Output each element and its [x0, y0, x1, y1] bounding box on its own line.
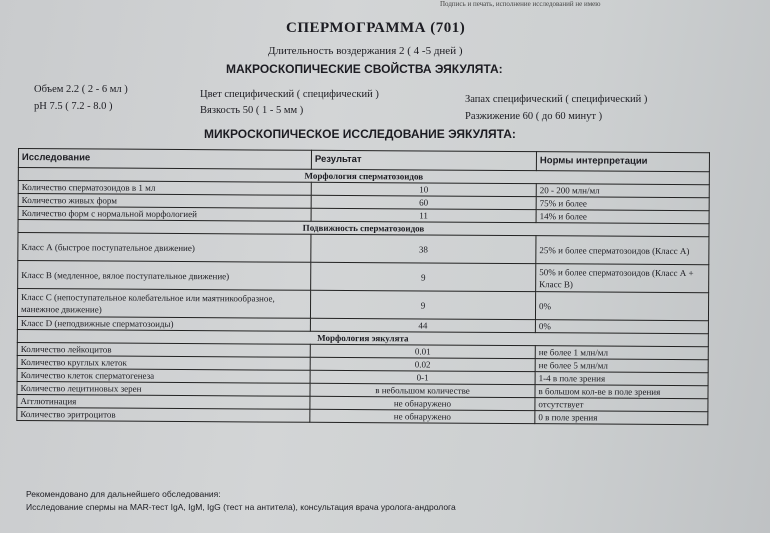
- abstinence-duration: Длительность воздержания 2 ( 4 -5 дней ): [268, 45, 463, 57]
- report-title: СПЕРМОГРАММА (701): [286, 20, 466, 36]
- row-result: 0.01: [310, 344, 535, 358]
- row-norm: отсутствует: [535, 398, 708, 412]
- row-label: Класс А (быстрое поступательное движение): [18, 233, 311, 263]
- row-norm: 20 - 200 млн/мл: [536, 184, 709, 198]
- row-label: Количество живых форм: [18, 194, 311, 209]
- row-norm: в большом кол-ве в поле зрения: [535, 385, 708, 399]
- row-label: Количество сперматозоидов в 1 мл: [18, 181, 311, 196]
- col-header-result: Результат: [311, 150, 536, 170]
- row-norm: 50% и более сперматозоидов (Класс А + Класс В): [536, 264, 709, 293]
- row-norm: 1-4 в поле зрения: [535, 372, 708, 386]
- row-result: 9: [310, 290, 535, 319]
- row-norm: 0%: [535, 292, 708, 321]
- recommendation-heading: Рекомендовано для дальнейшего обследования:: [26, 489, 221, 499]
- macro-heading: МАКРОСКОПИЧЕСКИЕ СВОЙСТВА ЭЯКУЛЯТА:: [226, 62, 503, 76]
- row-label: Количество эритроцитов: [17, 407, 310, 422]
- row-result: 44: [310, 318, 535, 332]
- row-label: Количество круглых клеток: [17, 355, 310, 370]
- volume-value: Объем 2.2 ( 2 - 6 мл ): [34, 84, 128, 95]
- table-row: [18, 233, 709, 265]
- micro-heading: МИКРОСКОПИЧЕСКОЕ ИССЛЕДОВАНИЕ ЭЯКУЛЯТА:: [204, 127, 516, 141]
- row-result: 10: [311, 182, 536, 196]
- row-norm: не более 1 млн/мл: [535, 346, 708, 360]
- row-norm: 14% и более: [536, 210, 709, 224]
- row-result: 9: [311, 262, 536, 291]
- row-label: Количество лейкоцитов: [17, 342, 310, 357]
- row-result: 0.02: [310, 357, 535, 371]
- recommendation-text: Исследование спермы на MAR-тест IgA, IgM, IgG (тест на антитела), консультация врача уролога-андролога: [26, 502, 456, 512]
- liquefaction-value: Разжижение 60 ( до 60 минут ): [465, 111, 603, 122]
- row-result: 60: [311, 195, 536, 209]
- row-result: 11: [311, 208, 536, 222]
- row-norm: 0 в поле зрения: [535, 411, 708, 425]
- header-fragment: Подпись и печать, исполнение исследований не имею: [440, 0, 601, 8]
- viscosity-value: Вязкость 50 ( 1 - 5 мм ): [200, 105, 304, 116]
- row-label: Класс В (медленное, вялое поступательное движение): [18, 261, 311, 291]
- row-result: 38: [311, 234, 536, 263]
- results-table: [16, 148, 710, 425]
- section-sperm-morphology: Морфология сперматозоидов: [18, 168, 709, 185]
- table-row: [17, 289, 708, 321]
- row-norm: 0%: [535, 320, 708, 334]
- color-value: Цвет специфический ( специфический ): [200, 89, 379, 100]
- row-norm: 25% и более сперматозоидов (Класс А): [536, 236, 709, 265]
- row-result: не обнаружено: [310, 409, 535, 423]
- ph-value: pH 7.5 ( 7.2 - 8.0 ): [34, 101, 113, 112]
- row-result: 0-1: [310, 370, 535, 384]
- section-motility: Подвижность сперматозоидов: [18, 220, 709, 237]
- row-label: Класс D (неподвижные сперматозоиды): [17, 316, 310, 331]
- section-ejaculate-morphology: Морфология эякулята: [17, 329, 708, 346]
- smell-value: Запах специфический ( специфический ): [465, 94, 648, 105]
- col-header-norms: Нормы интерпретации: [536, 152, 709, 172]
- row-label: Агглютинация: [17, 394, 310, 409]
- row-label: Количество клеток сперматогенеза: [17, 368, 310, 383]
- row-label: Количество форм с нормальной морфологией: [18, 207, 311, 222]
- row-label: Количество лецитиновых зерен: [17, 381, 310, 396]
- row-label: Класс С (непоступательное колебательное или маятникообразное, манежное движение): [17, 289, 310, 319]
- row-result: в небольшом количестве: [310, 383, 535, 397]
- row-result: не обнаружено: [310, 396, 535, 410]
- table-row: [18, 261, 709, 293]
- col-header-test: Исследование: [18, 149, 311, 170]
- row-norm: не более 5 млн/мл: [535, 359, 708, 373]
- row-norm: 75% и более: [536, 197, 709, 211]
